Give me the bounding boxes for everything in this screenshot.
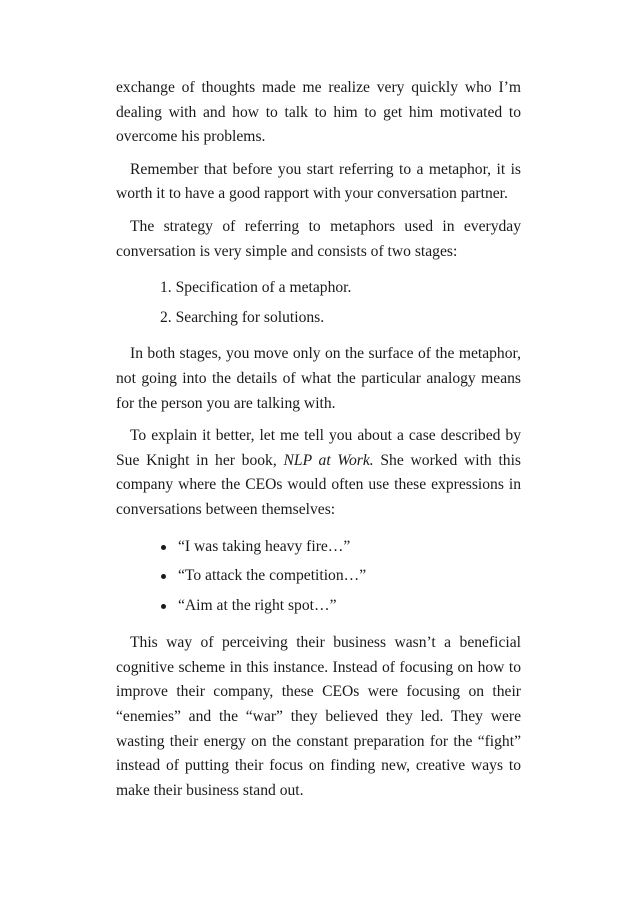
case-text-after: She worked with this company where the CEOs would often use these expressions in conversations between themselves: (116, 451, 521, 518)
expression-item (161, 564, 521, 589)
bullet-icon (161, 545, 166, 550)
expression-text: “I was taking heavy fire…” (178, 537, 351, 555)
book-title: NLP at Work. (283, 451, 374, 469)
paragraph-surface: In both stages, you move only on the surface of the metaphor, not going into the details of what the particular analogy means for the person you are talking with. (116, 345, 521, 412)
case-text-before: To explain it better, let me tell you about a case described by Sue Knight in her book, (116, 427, 521, 469)
expression-text: “Aim at the right spot…” (178, 596, 337, 614)
stages-list (160, 276, 521, 330)
paragraph-case (116, 424, 521, 522)
stage-item: 1. Specification of a metaphor. (160, 279, 352, 297)
bullet-icon (161, 574, 166, 579)
paragraph-continuation: exchange of thoughts made me realize very quickly who I’m dealing with and how to talk to him to get him motivated to overcome his problems. (116, 79, 521, 146)
expression-item (161, 594, 521, 619)
expression-text: “To attack the competition…” (178, 567, 367, 585)
expression-item (161, 535, 521, 560)
document-page (116, 76, 521, 811)
bullet-icon (161, 604, 166, 609)
expressions-list (161, 535, 521, 619)
paragraph-conclusion: This way of perceiving their business wasn’t a beneficial cognitive scheme in this instance. Instead of focusing on how to improve their company, these CEOs were focusing on their “enemies” and the “war” they believed they led. They were wasting their energy on the constant preparation for the “fight” instead of putting their focus on finding new, creative ways to make their business stand out. (116, 634, 521, 799)
stage-item: 2. Searching for solutions. (160, 308, 325, 326)
paragraph-rapport: Remember that before you start referring to a metaphor, it is worth it to have a good rapport with your conversation partner. (116, 160, 521, 203)
paragraph-strategy: The strategy of referring to metaphors used in everyday conversation is very simple and consists of two stages: (116, 217, 521, 260)
